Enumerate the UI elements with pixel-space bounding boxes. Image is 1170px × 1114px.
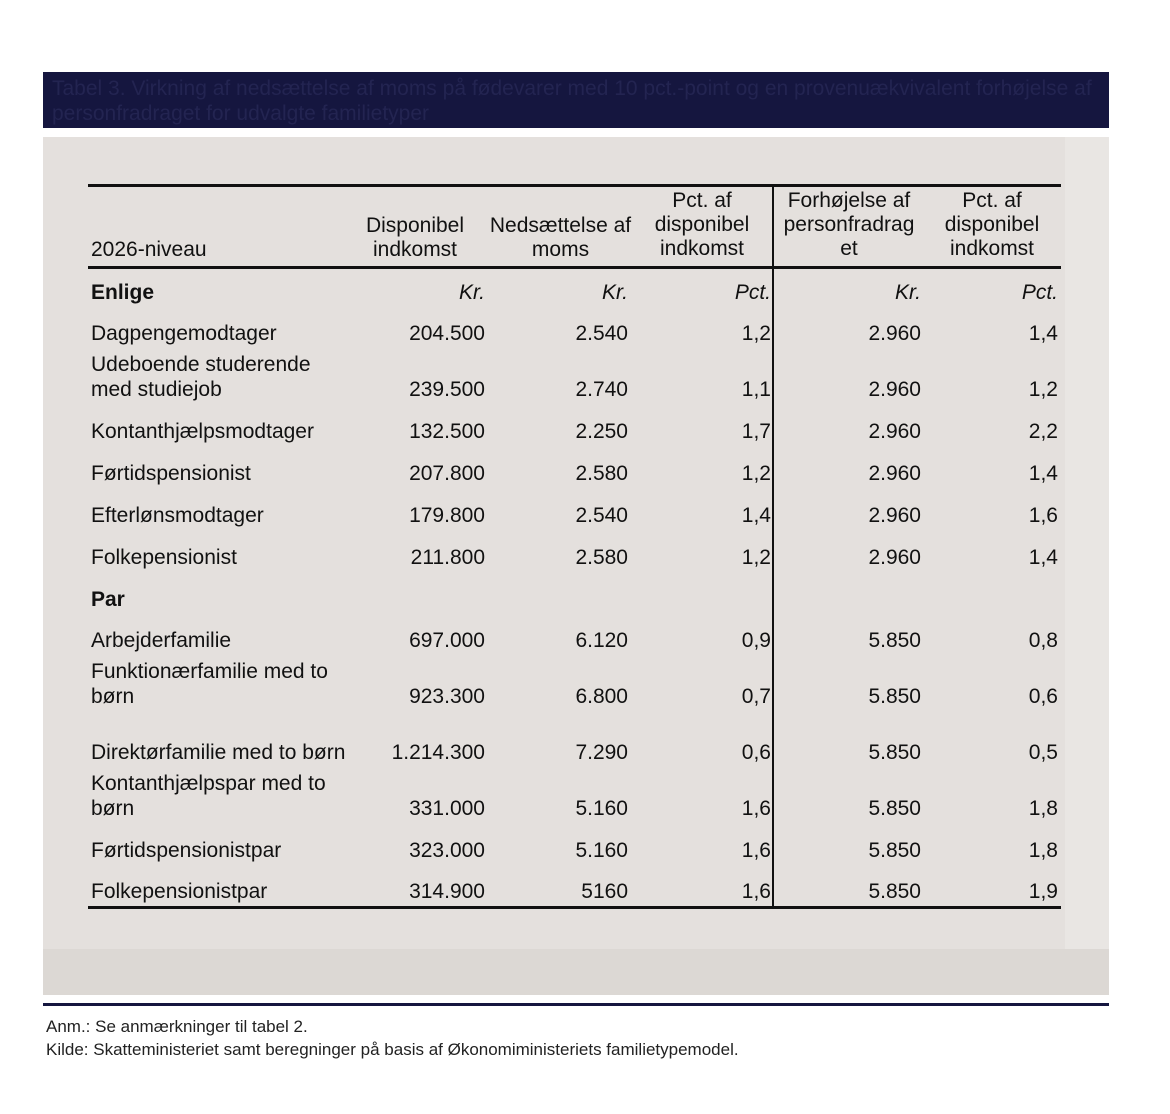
- cell-fradrag: 5.850: [868, 797, 921, 820]
- table-row: [88, 503, 1061, 528]
- note-kilde: Kilde: Skatteministeriet samt beregninger på basis af Økonomiministeriets familietypemodel.: [46, 1040, 739, 1059]
- cell-pct2: 0,5: [1028, 741, 1058, 764]
- cell-moms: 6.800: [575, 685, 628, 708]
- table-row: [88, 838, 1061, 863]
- cell-disponibel: 697.000: [409, 629, 485, 652]
- row-label: Funktionærfamilie med to børn: [91, 660, 328, 708]
- cell-pct2: 1,2: [1028, 378, 1058, 401]
- cell-moms: 5.160: [575, 839, 628, 862]
- cell-moms: 2.580: [575, 462, 628, 485]
- cell-moms: 5160: [581, 880, 628, 903]
- cell-moms: 2.250: [575, 420, 628, 443]
- cell-moms: 2.540: [575, 504, 628, 527]
- cell-pct1: 1,6: [741, 880, 771, 903]
- table-title: Tabel 3. Virkning af nedsættelse af moms på fødevarer med 10 pct.-point og en provenuækvivalent forhøjelse af personfradraget for udvalgte familietyper: [52, 77, 1092, 125]
- footer-rule: [43, 1003, 1109, 1006]
- unit-label: Kr.: [458, 281, 485, 304]
- header-level: 2026-niveau: [91, 238, 207, 261]
- cell-disponibel: 179.800: [409, 504, 485, 527]
- cell-pct2: 1,8: [1028, 797, 1058, 820]
- table-row: [88, 879, 1061, 904]
- cell-disponibel: 331.000: [409, 797, 485, 820]
- cell-fradrag: 2.960: [868, 546, 921, 569]
- cell-pct2: 2,2: [1028, 420, 1058, 443]
- cell-disponibel: 204.500: [409, 322, 485, 345]
- cell-pct1: 1,2: [741, 462, 771, 485]
- cell-fradrag: 2.960: [868, 462, 921, 485]
- table-top-rule: [88, 184, 1061, 187]
- cell-disponibel: 314.900: [409, 880, 485, 903]
- row-label: Udeboende studerende med studiejob: [91, 353, 311, 401]
- group-row-par: [88, 587, 1061, 612]
- table-bottom-rule: [88, 906, 1061, 909]
- cell-pct1: 0,7: [741, 685, 771, 708]
- header-pct-disponibel-1: Pct. af disponibel indkomst: [654, 189, 750, 260]
- header-disponibel-indkomst: Disponibel indkomst: [365, 214, 465, 261]
- cell-moms: 2.580: [575, 546, 628, 569]
- cell-fradrag: 2.960: [868, 420, 921, 443]
- group-label: Enlige: [91, 281, 155, 304]
- cell-fradrag: 5.850: [868, 741, 921, 764]
- cell-moms: 6.120: [575, 629, 628, 652]
- cell-pct1: 0,9: [741, 629, 771, 652]
- cell-disponibel: 211.800: [410, 546, 485, 569]
- row-label: Kontanthjælpspar med to børn: [91, 772, 326, 820]
- cell-moms: 5.160: [575, 797, 628, 820]
- cell-pct2: 1,4: [1028, 462, 1058, 485]
- unit-label: Pct.: [1021, 281, 1058, 304]
- unit-label: Pct.: [734, 281, 771, 304]
- table-panel: [43, 137, 1109, 995]
- cell-pct1: 1,6: [741, 797, 771, 820]
- row-label: Førtidspensionistpar: [91, 839, 282, 862]
- unit-label: Kr.: [601, 281, 628, 304]
- table-row: [88, 715, 1061, 765]
- cell-pct1: 1,2: [741, 322, 771, 345]
- header-nedsaettelse-moms: Nedsættelse af moms: [489, 214, 632, 261]
- header-rule: [88, 266, 1061, 269]
- cell-fradrag: 5.850: [868, 685, 921, 708]
- header-forhoejelse-personfradrag: Forhøjelse af personfradrag et: [783, 189, 915, 260]
- cell-pct1: 0,6: [741, 741, 771, 764]
- row-label: Dagpengemodtager: [91, 322, 277, 345]
- row-label: Kontanthjælpsmodtager: [91, 420, 314, 443]
- cell-disponibel: 132.500: [409, 420, 485, 443]
- cell-pct2: 1,4: [1028, 546, 1058, 569]
- cell-pct2: 1,9: [1028, 880, 1058, 903]
- table-row: [88, 659, 1061, 709]
- cell-moms: 2.540: [575, 322, 628, 345]
- cell-disponibel: 1.214.300: [391, 741, 485, 764]
- table-row: [88, 545, 1061, 570]
- table-row: [88, 352, 1061, 402]
- table-row: [88, 419, 1061, 444]
- row-label: Arbejderfamilie: [91, 629, 232, 652]
- cell-pct2: 1,6: [1028, 504, 1058, 527]
- table-row: [88, 771, 1061, 821]
- cell-pct1: 1,7: [741, 420, 771, 443]
- row-label: Folkepensionist: [91, 546, 237, 569]
- cell-disponibel: 923.300: [409, 685, 485, 708]
- cell-fradrag: 5.850: [868, 880, 921, 903]
- cell-moms: 7.290: [575, 741, 628, 764]
- table-row: [88, 461, 1061, 486]
- group-label: Par: [91, 588, 125, 611]
- row-label: Førtidspensionist: [91, 462, 251, 485]
- table-row: [88, 628, 1061, 653]
- table-row: [88, 321, 1061, 346]
- panel-bottom-strip: [43, 949, 1109, 995]
- header-pct-disponibel-2: Pct. af disponibel indkomst: [944, 189, 1040, 260]
- cell-pct1: 1,6: [741, 839, 771, 862]
- cell-pct1: 1,1: [741, 378, 771, 401]
- cell-moms: 2.740: [575, 378, 628, 401]
- cell-disponibel: 239.500: [409, 378, 485, 401]
- cell-fradrag: 5.850: [868, 839, 921, 862]
- row-label: Folkepensionistpar: [91, 880, 268, 903]
- cell-pct2: 1,8: [1028, 839, 1058, 862]
- cell-pct1: 1,4: [741, 504, 771, 527]
- panel-side-strip: [1065, 137, 1109, 949]
- cell-pct2: 0,8: [1028, 629, 1058, 652]
- cell-disponibel: 207.800: [409, 462, 485, 485]
- cell-pct2: 0,6: [1028, 685, 1058, 708]
- row-label: Direktørfamilie med to børn: [91, 741, 346, 764]
- cell-fradrag: 5.850: [868, 629, 921, 652]
- unit-label: Kr.: [894, 281, 921, 304]
- cell-pct2: 1,4: [1028, 322, 1058, 345]
- cell-fradrag: 2.960: [868, 378, 921, 401]
- cell-disponibel: 323.000: [409, 839, 485, 862]
- cell-fradrag: 2.960: [868, 504, 921, 527]
- row-label: Efterlønsmodtager: [91, 504, 264, 527]
- note-anm: Anm.: Se anmærkninger til tabel 2.: [46, 1017, 308, 1036]
- group-row-enlige: [88, 280, 1061, 305]
- cell-fradrag: 2.960: [868, 322, 921, 345]
- cell-pct1: 1,2: [741, 546, 771, 569]
- table-title-bar: [43, 72, 1109, 128]
